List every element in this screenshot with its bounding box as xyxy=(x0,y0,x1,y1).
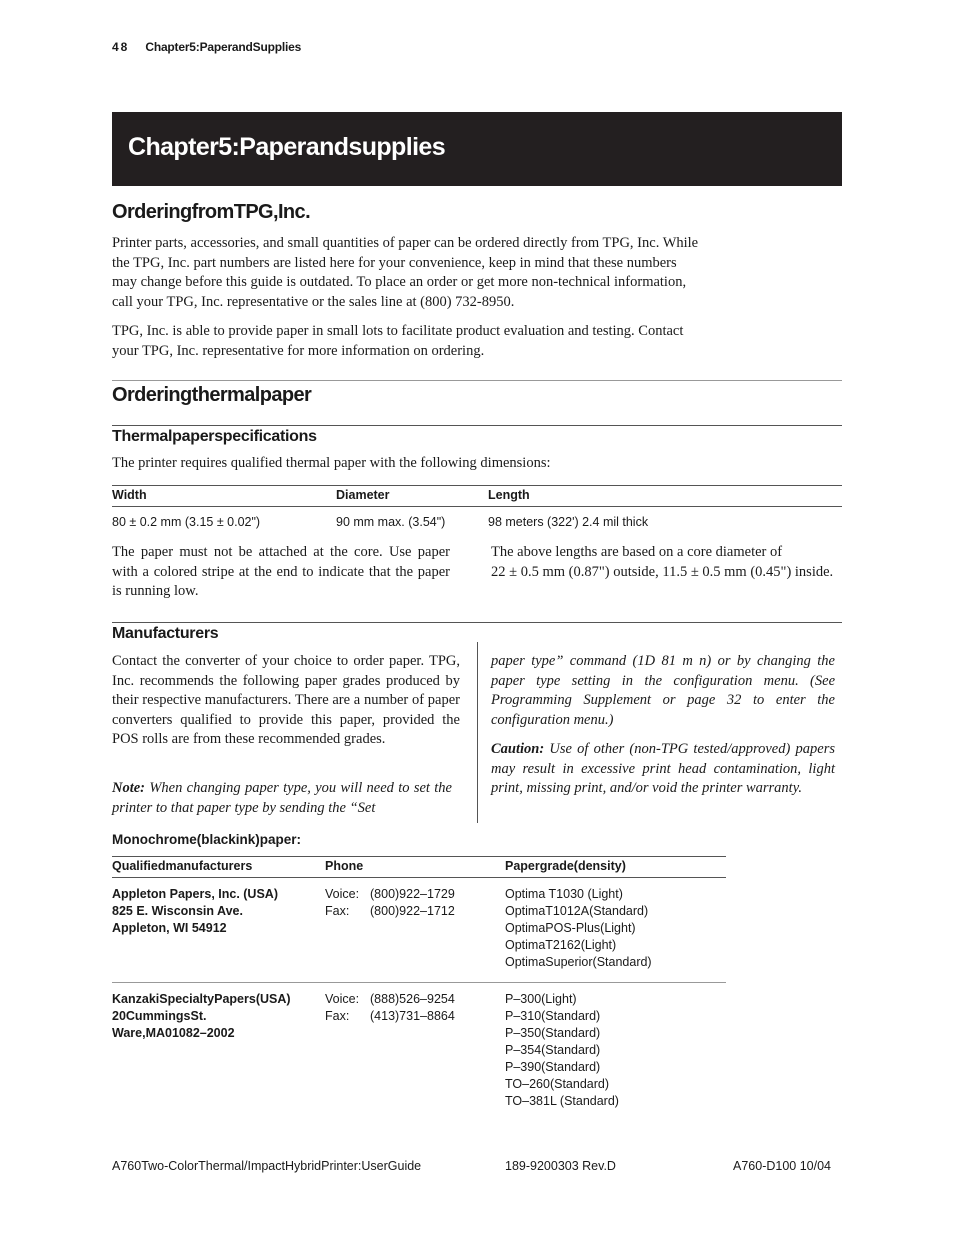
voice-number: (888)526–9254 xyxy=(370,992,455,1006)
heading-ordering-tpg: OrderingfromTPG,Inc. xyxy=(112,201,311,223)
col-diameter: Diameter xyxy=(336,488,390,502)
fax-number: (800)922–1712 xyxy=(370,904,455,918)
list-item: OptimaPOS-Plus(Light) xyxy=(505,921,636,935)
subsection-divider xyxy=(112,425,842,426)
note-label: Note: xyxy=(112,780,146,796)
manufacturers-divider xyxy=(112,622,842,623)
manufacturer-street: 20CummingsSt. xyxy=(112,1009,207,1023)
ordering-tpg-para-2: TPG, Inc. is able to provide paper in small lots to facilitate product evaluation and testing. Contact your TPG, Inc. representative for more information on ordering. xyxy=(112,323,684,359)
list-item: Optima T1030 (Light) xyxy=(505,887,623,901)
caution-text: Use of other (non-TPG tested/approved) papers may result in excessive print head contamination, light print, missing print, and/or void the printer warranty. xyxy=(491,741,835,796)
thermal-note-right-1: The above lengths are based on a core diameter of xyxy=(491,544,783,560)
footer-right: A760-D100 10/04 xyxy=(733,1159,831,1173)
col-phone: Phone xyxy=(325,859,364,873)
col-paper-grade: Papergrade(density) xyxy=(505,859,626,873)
cell-length: 98 meters (322') 2.4 mil thick xyxy=(488,515,649,529)
manufacturer-city: Appleton, WI 54912 xyxy=(112,921,227,935)
thermal-intro: The printer requires qualified thermal paper with the following dimensions: xyxy=(112,455,551,471)
chapter-title: Chapter5:Paperandsupplies xyxy=(128,133,446,161)
table-row xyxy=(112,991,291,1042)
fax-label: Fax: xyxy=(325,1009,350,1023)
manufacturer-city: Ware,MA01082–2002 xyxy=(112,1026,235,1040)
thermal-note-right-2: 22 ± 0.5 mm (0.87") outside, 11.5 ± 0.5 mm (0.45") inside. xyxy=(491,564,834,580)
col-qualified-manufacturers: Qualifiedmanufacturers xyxy=(112,859,253,873)
list-item: P–390(Standard) xyxy=(505,1060,601,1074)
cell-diameter: 90 mm max. (3.54") xyxy=(336,515,446,529)
list-item: P–354(Standard) xyxy=(505,1043,601,1057)
running-head-title: Chapter5:PaperandSupplies xyxy=(145,40,302,54)
col-length: Length xyxy=(488,488,530,502)
mono-table-top-rule xyxy=(112,856,726,857)
list-item: OptimaSuperior(Standard) xyxy=(505,955,652,969)
chapter-banner xyxy=(112,112,842,186)
manufacturer-name: KanzakiSpecialtyPapers(USA) xyxy=(112,992,291,1006)
manufacturers-note xyxy=(112,779,452,818)
manufacturer-name: Appleton Papers, Inc. (USA) xyxy=(112,887,278,901)
row-divider xyxy=(112,982,726,983)
mono-table-header-rule xyxy=(112,877,726,878)
list-item: P–310(Standard) xyxy=(505,1009,601,1023)
table-header-rule xyxy=(112,506,842,507)
table-top-rule xyxy=(112,485,842,486)
footer-left: A760Two-ColorThermal/ImpactHybridPrinter:UserGuide xyxy=(112,1159,422,1173)
caution-label: Caution: xyxy=(491,741,545,757)
thermal-note-left: The paper must not be attached at the core. Use paper with a colored stripe at the end to indicate that the paper is running low. xyxy=(112,544,450,599)
fax-label: Fax: xyxy=(325,904,350,918)
table-row xyxy=(112,886,278,937)
heading-ordering-thermal: Orderingthermalpaper xyxy=(112,384,312,406)
section-divider xyxy=(112,380,842,381)
voice-label: Voice: xyxy=(325,992,360,1006)
running-head xyxy=(112,40,301,54)
phone-block xyxy=(325,886,455,920)
ordering-tpg-para-1: Printer parts, accessories, and small quantities of paper can be ordered directly from TPG, Inc. While the TPG, Inc. part numbers are listed here for your convenience, keep in mind that these numbers may change before this guide is outdated. To place an order or get more non-technical information, call your TPG, Inc. representative or the sales line at (800) 732-8950. xyxy=(112,235,699,310)
column-divider xyxy=(477,642,478,823)
manufacturers-right-para: paper type” command (1D 81 m n) or by changing the paper type setting in the configuration menu. (See Programming Supplement or page 32 to enter the configuration menu.) xyxy=(491,653,835,728)
grade-list xyxy=(505,991,619,1110)
note-text: When changing paper type, you will need to set the printer to that paper type by sending the “Set xyxy=(112,780,452,816)
cell-width: 80 ± 0.2 mm (3.15 ± 0.02") xyxy=(112,515,261,529)
list-item: TO–260(Standard) xyxy=(505,1077,609,1091)
heading-monochrome: Monochrome(blackink)paper: xyxy=(112,832,302,847)
list-item: OptimaT2162(Light) xyxy=(505,938,617,952)
col-width: Width xyxy=(112,488,147,502)
manufacturer-street: 825 E. Wisconsin Ave. xyxy=(112,904,243,918)
list-item: P–300(Light) xyxy=(505,992,577,1006)
caution-block xyxy=(491,740,835,799)
list-item: TO–381L (Standard) xyxy=(505,1094,619,1108)
phone-block xyxy=(325,991,455,1025)
voice-number: (800)922–1729 xyxy=(370,887,455,901)
footer-center: 189-9200303 Rev.D xyxy=(505,1159,616,1173)
grade-list xyxy=(505,886,652,971)
manufacturers-para: Contact the converter of your choice to order paper. TPG, Inc. recommends the following paper grades produced by their respective manufacturers. There are a number of paper converters qualified to provide this paper, provided the POS rolls are from these recommended grades. xyxy=(112,653,460,747)
list-item: P–350(Standard) xyxy=(505,1026,601,1040)
voice-label: Voice: xyxy=(325,887,360,901)
page-number: 48 xyxy=(112,40,130,54)
list-item: OptimaT1012A(Standard) xyxy=(505,904,649,918)
heading-manufacturers: Manufacturers xyxy=(112,625,219,642)
heading-thermal-specs: Thermalpaperspecifications xyxy=(112,428,317,445)
fax-number: (413)731–8864 xyxy=(370,1009,455,1023)
